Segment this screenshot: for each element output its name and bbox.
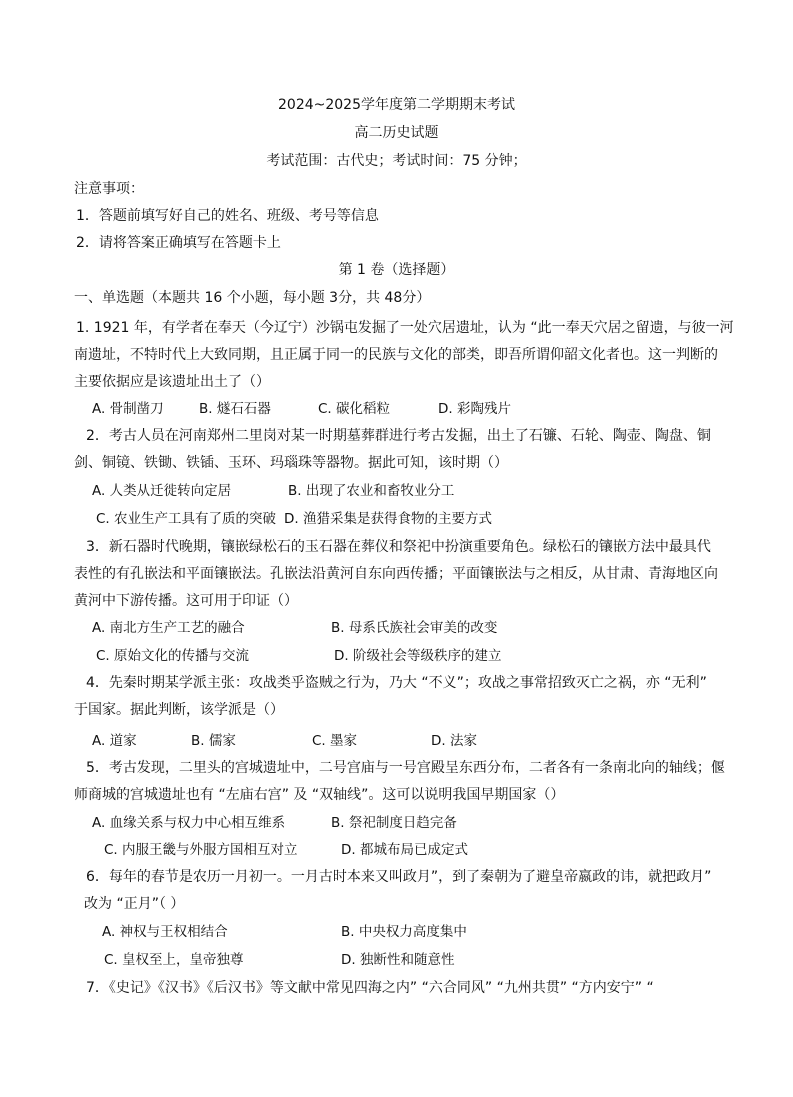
question-3-option-a[interactable]: A. 南北方生产工艺的融合 [92, 620, 245, 636]
exam-title: 2024~2025学年度第二学期期末考试 [278, 97, 515, 113]
question-7-line: 7．《史记》《汉书》《后汉书》等文献中常见四海之内” “六合同风” “九州共贯” “方内安宁” “ [86, 980, 654, 996]
question-1-line: 主要依据应是该遗址出土了（） [74, 374, 270, 390]
question-4-line: 于国家。据此判断，该学派是（） [74, 702, 284, 718]
note-item: 1．答题前填写好自己的姓名、班级、考号等信息 [76, 208, 379, 224]
question-4-line: 4．先秦时期某学派主张：攻战类乎盗贼之行为，乃大 “不义”；攻战之事常招致灭亡之祸，亦 “无利” [86, 675, 707, 691]
question-1-option-b[interactable]: B. 燧石石器 [199, 401, 271, 417]
question-1-line: 南遗址，不特时代上大致同期，且正属于同一的民族与文化的部类，即吾所谓仰韶文化者也。这一判断的 [74, 347, 718, 363]
question-2-line: 2．考古人员在河南郑州二里岗对某一时期墓葬群进行考古发掘，出土了石镰、石轮、陶壶、陶盘、铜 [86, 428, 711, 444]
question-1-line: 1. 1921 年，有学者在奉天（今辽宁）沙锅屯发掘了一处穴居遗址，认为 “此一奉天穴居之留遗，与彼一河 [76, 320, 734, 336]
question-2-option-d[interactable]: D. 渔猎采集是获得食物的主要方式 [284, 511, 492, 527]
question-5-option-d[interactable]: D. 都城布局已成定式 [341, 842, 468, 858]
exam-info: 考试范围：古代史；考试时间：75 分钟； [266, 153, 527, 169]
question-6-option-b[interactable]: B. 中央权力高度集中 [341, 924, 467, 940]
question-5-option-a[interactable]: A. 血缘关系与权力中心相互维系 [92, 815, 286, 831]
question-6-line: 6．每年的春节是农历一月初一。一月古时本来又叫政月”，到了秦朝为了避皇帝嬴政的讳，就把政月” [86, 869, 712, 885]
question-6-option-a[interactable]: A. 神权与王权相结合 [102, 924, 228, 940]
question-3-option-c[interactable]: C. 原始文化的传播与交流 [96, 648, 250, 664]
question-1-option-d[interactable]: D. 彩陶残片 [438, 401, 511, 417]
question-1-option-a[interactable]: A. 骨制凿刀 [92, 401, 164, 417]
question-4-option-a[interactable]: A. 道家 [92, 733, 137, 749]
section-heading: 一、单选题（本题共 16 个小题，每小题 3分，共 48分） [74, 290, 431, 306]
question-6-line: 改为 “正月”（ ） [84, 896, 185, 912]
question-2-option-b[interactable]: B. 出现了农业和畜牧业分工 [288, 483, 455, 499]
question-4-option-d[interactable]: D. 法家 [431, 733, 477, 749]
note-item: 2．请将答案正确填写在答题卡上 [76, 235, 281, 251]
question-5-line: 师商城的宫城遗址也有 “左庙右宫” 及 “双轴线”。这可以说明我国早期国家（） [74, 787, 565, 803]
question-5-line: 5．考古发现，二里头的宫城遗址中，二号宫庙与一号宫殿呈东西分布，二者各有一条南北向的轴线；偃 [86, 760, 725, 776]
question-1-option-c[interactable]: C. 碳化稻粒 [318, 401, 391, 417]
question-3-line: 黄河中下游传播。这可用于印证（） [74, 593, 298, 609]
question-2-option-c[interactable]: C. 农业生产工具有了质的突破 [96, 511, 277, 527]
question-6-option-c[interactable]: C. 皇权至上，皇帝独尊 [104, 952, 244, 968]
question-4-option-c[interactable]: C. 墨家 [312, 733, 358, 749]
question-3-line: 表性的有孔嵌法和平面镶嵌法。孔嵌法沿黄河自东向西传播；平面镶嵌法与之相反，从甘肃、青海地区向 [74, 566, 718, 582]
question-3-option-b[interactable]: B. 母系氏族社会审美的改变 [331, 620, 498, 636]
question-6-option-d[interactable]: D. 独断性和随意性 [341, 952, 455, 968]
question-5-option-c[interactable]: C. 内服王畿与外服方国相互对立 [104, 842, 298, 858]
exam-subtitle: 高二历史试题 [354, 125, 439, 141]
question-2-line: 剑、铜镜、铁锄、铁锸、玉环、玛瑙珠等器物。据此可知，该时期（） [74, 455, 508, 471]
question-5-option-b[interactable]: B. 祭祀制度日趋完备 [331, 815, 457, 831]
question-3-line: 3．新石器时代晚期，镶嵌绿松石的玉石器在葬仪和祭祀中扮演重要角色。绿松石的镶嵌方法中最具代 [86, 539, 711, 555]
volume-heading: 第 1 卷（选择题） [338, 262, 455, 278]
notes-heading: 注意事项： [74, 181, 144, 197]
question-3-option-d[interactable]: D. 阶级社会等级秩序的建立 [334, 648, 502, 664]
question-2-option-a[interactable]: A. 人类从迁徙转向定居 [92, 483, 232, 499]
question-4-option-b[interactable]: B. 儒家 [191, 733, 236, 749]
